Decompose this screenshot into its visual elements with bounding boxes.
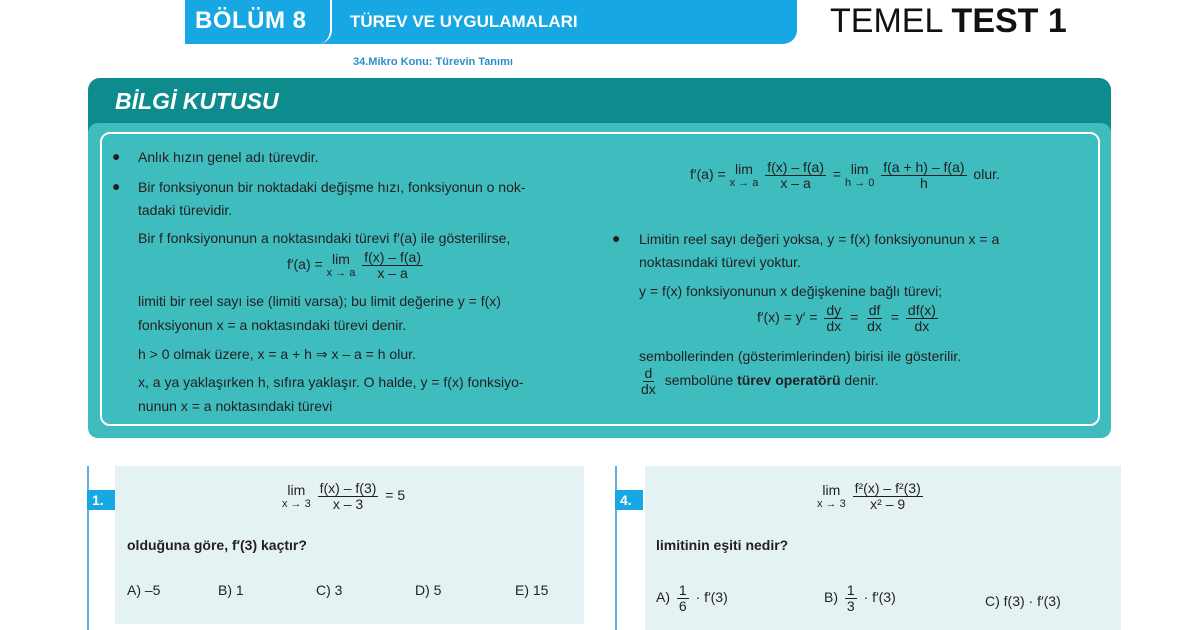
equals: = (850, 309, 859, 326)
lim: lim (822, 482, 841, 498)
numerator: f²(x) – f²(3) (854, 480, 921, 496)
option-a[interactable]: A) –5 (127, 582, 161, 598)
info-text: fonksiyonun x = a noktasındaki türevi denir. (138, 317, 407, 333)
lim-sub: x → 3 (817, 498, 846, 510)
derivative-formula-h (690, 160, 1000, 191)
denominator: 6 (678, 598, 687, 614)
info-text: sembollerinden (gösterimlerinden) birisi ile gösterilir. (639, 348, 962, 364)
bullet-icon: ● (112, 148, 121, 164)
numerator: f(x) – f(3) (319, 480, 377, 496)
numerator: d (644, 365, 653, 381)
question-number: 4. (615, 490, 643, 510)
operator-line (636, 366, 879, 397)
lim: lim (735, 161, 753, 177)
info-text: limiti bir reel sayı ise (limiti varsa); bu limit değerine y = f(x) (138, 293, 501, 309)
numerator: f(x) – f(a) (767, 159, 824, 175)
micro-topic: 34.Mikro Konu: Türevin Tanımı (353, 56, 513, 68)
formula-rhs: = 5 (385, 487, 406, 504)
question-formula (817, 481, 926, 512)
lim: lim (332, 251, 350, 267)
denominator: x² – 9 (870, 496, 906, 512)
info-text: sembolüne (664, 372, 738, 389)
info-text: denir. (840, 372, 879, 389)
denominator: dx (867, 318, 882, 334)
denominator: x – a (780, 175, 811, 191)
derivative-notation-formula (757, 303, 941, 334)
question-prompt: limitinin eşiti nedir? (656, 537, 789, 553)
info-text: Bir f fonksiyonunun a noktasındaki türevi f′(a) ile gösterilirse, (138, 230, 511, 246)
formula-tail: olur. (973, 166, 1000, 183)
option-label: C) (985, 593, 1000, 609)
info-text: x, a ya yaklaşırken h, sıfıra yaklaşır. O halde, y = f(x) fonksiyo- (138, 374, 524, 390)
bullet-icon: ● (612, 230, 621, 246)
option-b[interactable] (824, 583, 896, 614)
question-formula (282, 481, 405, 512)
numerator: dy (826, 302, 842, 318)
info-text: Limitin reel sayı değeri yoksa, y = f(x) fonksiyonunun x = a (639, 231, 1000, 247)
question-prompt: olduğuna göre, f′(3) kaçtır? (127, 537, 307, 553)
chapter-title: TÜREV VE UYGULAMALARI (350, 12, 578, 31)
denominator: dx (914, 318, 930, 334)
numerator: df(x) (907, 302, 936, 318)
question-number: 1. (87, 490, 115, 510)
lim-sub: h → 0 (844, 177, 875, 189)
denominator: dx (641, 381, 656, 397)
formula-lhs: f′(x) = y′ = (757, 309, 818, 326)
option-d[interactable]: D) 5 (415, 582, 442, 598)
numerator: 1 (846, 582, 855, 598)
option-c[interactable]: C) 3 (316, 582, 343, 598)
equals: = (832, 166, 842, 183)
info-box-title: BİLGİ KUTUSU (115, 88, 279, 114)
numerator: f(a + h) – f(a) (883, 159, 965, 175)
test-title-bold: TEST 1 (951, 2, 1067, 40)
lim-sub: x → a (729, 177, 759, 189)
option-b[interactable]: B) 1 (218, 582, 244, 598)
lim: lim (850, 161, 869, 177)
denominator: 3 (846, 598, 855, 614)
derivative-formula (287, 250, 426, 281)
option-text: · f′(3) (695, 589, 728, 606)
formula-lhs: f′(a) = (287, 256, 323, 273)
option-e[interactable]: E) 15 (515, 582, 549, 598)
info-text: Anlık hızın genel adı türevdir. (138, 149, 319, 165)
info-text: h > 0 olmak üzere, x = a + h ⇒ x – a = h olur. (138, 346, 416, 362)
chapter-label: BÖLÜM 8 (195, 7, 307, 34)
denominator: x – a (377, 265, 408, 281)
numerator: df (868, 302, 881, 318)
equals: = (890, 309, 900, 326)
info-text: y = f(x) fonksiyonunun x değişkenine bağlı türevi; (639, 283, 943, 299)
option-text: f(3) · f′(3) (1003, 593, 1061, 609)
option-label: A) (656, 589, 670, 606)
bullet-icon: ● (112, 178, 121, 194)
option-label: B) (824, 589, 838, 606)
info-text: nunun x = a noktasındaki türevi (138, 398, 333, 414)
lim-sub: x → a (326, 267, 356, 279)
info-text: tadaki türevidir. (138, 202, 233, 218)
option-a[interactable] (656, 583, 728, 614)
option-text: · f′(3) (863, 589, 896, 606)
info-text: noktasındaki türevi yoktur. (639, 254, 801, 270)
denominator: x – 3 (332, 496, 364, 512)
info-text: Bir fonksiyonun bir noktadaki değişme hızı, fonksiyonun o nok- (138, 179, 526, 195)
bold-term: türev operatörü (737, 372, 841, 389)
numerator: f(x) – f(a) (364, 249, 421, 265)
lim-sub: x → 3 (282, 498, 311, 510)
denominator: dx (826, 318, 842, 334)
numerator: 1 (678, 582, 687, 598)
lim: lim (287, 482, 306, 498)
denominator: h (919, 175, 928, 191)
option-c[interactable] (985, 593, 1061, 609)
test-title-light: TEMEL (830, 2, 952, 40)
formula-lhs: f′(a) = (690, 166, 726, 183)
test-title (830, 2, 1067, 41)
